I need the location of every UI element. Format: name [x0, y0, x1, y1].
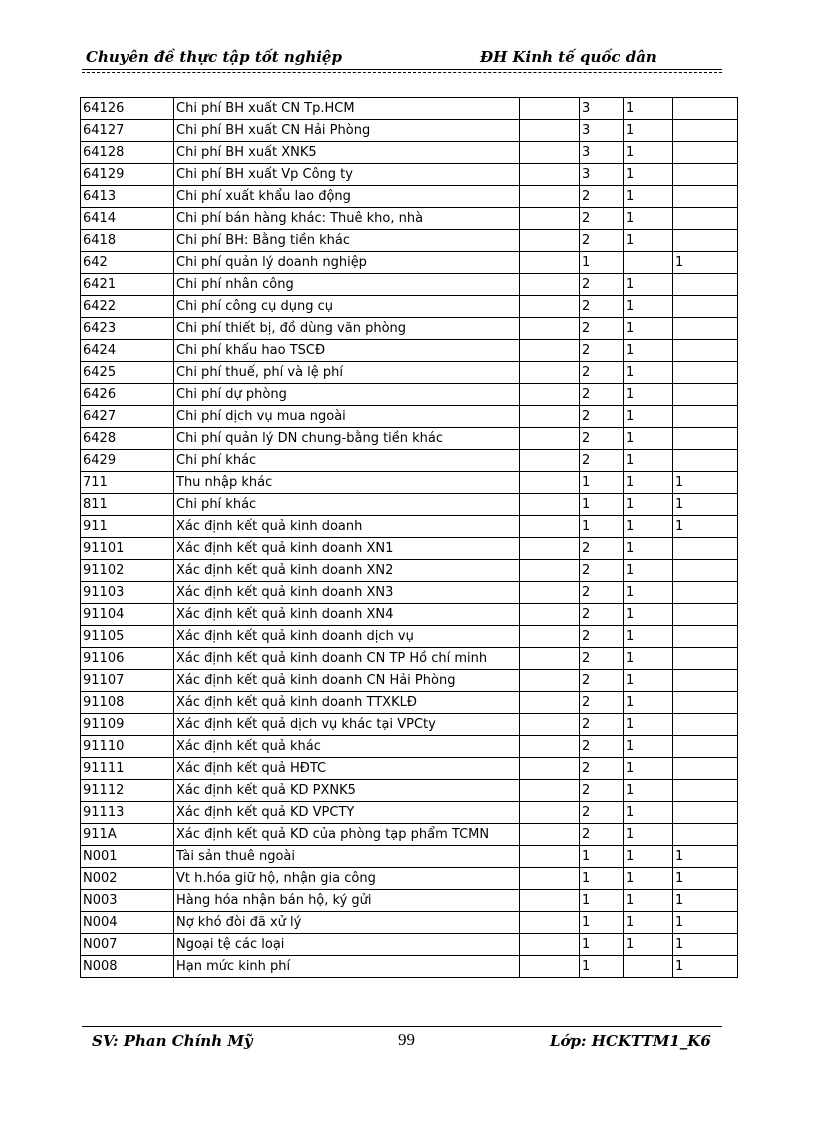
- flag-b-cell: [673, 428, 738, 450]
- level-cell: 2: [580, 736, 624, 758]
- flag-a-cell: 1: [624, 318, 673, 340]
- blank-cell: [520, 208, 580, 230]
- blank-cell: [520, 934, 580, 956]
- flag-a-cell: 1: [624, 120, 673, 142]
- level-cell: 2: [580, 428, 624, 450]
- table-row: [81, 274, 738, 296]
- table-row: [81, 428, 738, 450]
- page-header: [82, 46, 722, 72]
- flag-a-cell: 1: [624, 362, 673, 384]
- blank-cell: [520, 296, 580, 318]
- account-name-cell: Chi phí khấu hao TSCĐ: [174, 340, 520, 362]
- account-name-cell: Chi phí BH xuất Vp Công ty: [174, 164, 520, 186]
- flag-a-cell: 1: [624, 934, 673, 956]
- account-table-body: [81, 98, 738, 978]
- table-row: [81, 846, 738, 868]
- flag-b-cell: [673, 274, 738, 296]
- flag-a-cell: 1: [624, 428, 673, 450]
- level-cell: 1: [580, 472, 624, 494]
- blank-cell: [520, 494, 580, 516]
- level-cell: 2: [580, 692, 624, 714]
- flag-b-cell: [673, 142, 738, 164]
- blank-cell: [520, 98, 580, 120]
- account-code-cell: 91113: [81, 802, 174, 824]
- level-cell: 2: [580, 340, 624, 362]
- flag-b-cell: [673, 560, 738, 582]
- header-report-title: Chuyên đề thực tập tốt nghiệp: [86, 48, 342, 66]
- flag-b-cell: [673, 406, 738, 428]
- account-name-cell: Xác định kết quả kinh doanh CN Hải Phòng: [174, 670, 520, 692]
- level-cell: 2: [580, 274, 624, 296]
- table-row: [81, 934, 738, 956]
- account-name-cell: Chi phí công cụ dụng cụ: [174, 296, 520, 318]
- account-name-cell: Chi phí thuế, phí và lệ phí: [174, 362, 520, 384]
- level-cell: 3: [580, 142, 624, 164]
- flag-a-cell: 1: [624, 846, 673, 868]
- account-code-cell: N007: [81, 934, 174, 956]
- account-code-cell: 91108: [81, 692, 174, 714]
- blank-cell: [520, 186, 580, 208]
- flag-b-cell: [673, 670, 738, 692]
- account-name-cell: Chi phí khác: [174, 494, 520, 516]
- flag-a-cell: 1: [624, 802, 673, 824]
- account-table: [80, 97, 738, 978]
- flag-b-cell: [673, 824, 738, 846]
- account-name-cell: Chi phí quản lý DN chung-bằng tiền khác: [174, 428, 520, 450]
- blank-cell: [520, 604, 580, 626]
- table-row: [81, 670, 738, 692]
- account-name-cell: Chi phí BH: Bằng tiền khác: [174, 230, 520, 252]
- blank-cell: [520, 824, 580, 846]
- account-code-cell: 6426: [81, 384, 174, 406]
- account-name-cell: Chi phí BH xuất CN Hải Phòng: [174, 120, 520, 142]
- flag-b-cell: [673, 736, 738, 758]
- flag-a-cell: 1: [624, 824, 673, 846]
- blank-cell: [520, 758, 580, 780]
- account-code-cell: 6423: [81, 318, 174, 340]
- flag-a-cell: 1: [624, 296, 673, 318]
- account-code-cell: 6418: [81, 230, 174, 252]
- table-row: [81, 538, 738, 560]
- flag-b-cell: [673, 384, 738, 406]
- account-name-cell: Chi phí nhân công: [174, 274, 520, 296]
- account-code-cell: 64127: [81, 120, 174, 142]
- blank-cell: [520, 384, 580, 406]
- blank-cell: [520, 164, 580, 186]
- table-row: [81, 560, 738, 582]
- table-row: [81, 120, 738, 142]
- blank-cell: [520, 670, 580, 692]
- flag-b-cell: 1: [673, 890, 738, 912]
- table-row: [81, 824, 738, 846]
- flag-b-cell: [673, 450, 738, 472]
- account-code-cell: 6427: [81, 406, 174, 428]
- level-cell: 3: [580, 164, 624, 186]
- table-row: [81, 626, 738, 648]
- flag-b-cell: [673, 296, 738, 318]
- footer-student-name: SV: Phan Chính Mỹ: [92, 1032, 253, 1050]
- account-code-cell: N003: [81, 890, 174, 912]
- account-name-cell: Ngoại tệ các loại: [174, 934, 520, 956]
- flag-b-cell: [673, 186, 738, 208]
- account-code-cell: 91109: [81, 714, 174, 736]
- table-row: [81, 868, 738, 890]
- level-cell: 1: [580, 890, 624, 912]
- level-cell: 2: [580, 230, 624, 252]
- flag-b-cell: [673, 362, 738, 384]
- account-code-cell: 64129: [81, 164, 174, 186]
- page-number: 99: [398, 1030, 415, 1049]
- flag-a-cell: 1: [624, 582, 673, 604]
- flag-b-cell: 1: [673, 868, 738, 890]
- flag-a-cell: 1: [624, 538, 673, 560]
- table-row: [81, 384, 738, 406]
- level-cell: 2: [580, 208, 624, 230]
- flag-b-cell: [673, 714, 738, 736]
- account-code-cell: 6424: [81, 340, 174, 362]
- flag-a-cell: 1: [624, 604, 673, 626]
- account-name-cell: Xác định kết quả HĐTC: [174, 758, 520, 780]
- flag-a-cell: 1: [624, 736, 673, 758]
- account-name-cell: Xác định kết quả kinh doanh XN1: [174, 538, 520, 560]
- flag-a-cell: 1: [624, 560, 673, 582]
- level-cell: 1: [580, 252, 624, 274]
- blank-cell: [520, 120, 580, 142]
- flag-a-cell: 1: [624, 208, 673, 230]
- level-cell: 2: [580, 560, 624, 582]
- flag-a-cell: 1: [624, 626, 673, 648]
- table-row: [81, 164, 738, 186]
- table-row: [81, 780, 738, 802]
- level-cell: 2: [580, 648, 624, 670]
- account-code-cell: 91102: [81, 560, 174, 582]
- blank-cell: [520, 714, 580, 736]
- level-cell: 1: [580, 912, 624, 934]
- account-code-cell: 91110: [81, 736, 174, 758]
- blank-cell: [520, 538, 580, 560]
- account-code-cell: N001: [81, 846, 174, 868]
- table-row: [81, 516, 738, 538]
- flag-a-cell: 1: [624, 868, 673, 890]
- account-name-cell: Xác định kết quả kinh doanh XN3: [174, 582, 520, 604]
- level-cell: 3: [580, 120, 624, 142]
- flag-b-cell: [673, 780, 738, 802]
- flag-b-cell: 1: [673, 912, 738, 934]
- table-row: [81, 582, 738, 604]
- level-cell: 2: [580, 758, 624, 780]
- table-row: [81, 318, 738, 340]
- account-name-cell: Chi phí dịch vụ mua ngoài: [174, 406, 520, 428]
- account-code-cell: 6425: [81, 362, 174, 384]
- blank-cell: [520, 802, 580, 824]
- flag-b-cell: 1: [673, 472, 738, 494]
- account-name-cell: Hàng hóa nhận bán hộ, ký gửi: [174, 890, 520, 912]
- level-cell: 2: [580, 186, 624, 208]
- table-row: [81, 208, 738, 230]
- table-row: [81, 956, 738, 978]
- account-code-cell: 91112: [81, 780, 174, 802]
- flag-a-cell: 1: [624, 164, 673, 186]
- page-footer: [82, 1026, 722, 1056]
- account-code-cell: 911A: [81, 824, 174, 846]
- account-name-cell: Xác định kết quả dịch vụ khác tại VPCty: [174, 714, 520, 736]
- flag-b-cell: 1: [673, 494, 738, 516]
- blank-cell: [520, 406, 580, 428]
- account-name-cell: Hạn mức kinh phí: [174, 956, 520, 978]
- flag-a-cell: 1: [624, 230, 673, 252]
- flag-a-cell: 1: [624, 912, 673, 934]
- account-name-cell: Chi phí quản lý doanh nghiệp: [174, 252, 520, 274]
- flag-a-cell: 1: [624, 98, 673, 120]
- level-cell: 2: [580, 362, 624, 384]
- blank-cell: [520, 340, 580, 362]
- account-code-cell: 91107: [81, 670, 174, 692]
- level-cell: 2: [580, 538, 624, 560]
- account-code-cell: 6422: [81, 296, 174, 318]
- account-code-cell: 6421: [81, 274, 174, 296]
- account-code-cell: N004: [81, 912, 174, 934]
- level-cell: 2: [580, 296, 624, 318]
- table-row: [81, 494, 738, 516]
- level-cell: 1: [580, 956, 624, 978]
- blank-cell: [520, 230, 580, 252]
- account-code-cell: N008: [81, 956, 174, 978]
- account-name-cell: Chi phí dự phòng: [174, 384, 520, 406]
- flag-a-cell: 1: [624, 714, 673, 736]
- level-cell: 1: [580, 516, 624, 538]
- flag-a-cell: [624, 956, 673, 978]
- level-cell: 2: [580, 714, 624, 736]
- table-row: [81, 648, 738, 670]
- table-row: [81, 604, 738, 626]
- flag-b-cell: [673, 604, 738, 626]
- table-row: [81, 890, 738, 912]
- table-row: [81, 692, 738, 714]
- flag-a-cell: 1: [624, 406, 673, 428]
- level-cell: 2: [580, 318, 624, 340]
- flag-b-cell: 1: [673, 956, 738, 978]
- account-name-cell: Thu nhập khác: [174, 472, 520, 494]
- account-name-cell: Xác định kết quả kinh doanh TTXKLĐ: [174, 692, 520, 714]
- blank-cell: [520, 582, 580, 604]
- blank-cell: [520, 274, 580, 296]
- table-row: [81, 912, 738, 934]
- table-row: [81, 186, 738, 208]
- footer-class-label: Lớp: HCKTTM1_K6: [550, 1032, 711, 1050]
- blank-cell: [520, 868, 580, 890]
- table-row: [81, 406, 738, 428]
- blank-cell: [520, 252, 580, 274]
- account-name-cell: Chi phí bán hàng khác: Thuê kho, nhà: [174, 208, 520, 230]
- blank-cell: [520, 450, 580, 472]
- account-name-cell: Xác định kết quả kinh doanh XN2: [174, 560, 520, 582]
- account-code-cell: 91106: [81, 648, 174, 670]
- account-code-cell: 91105: [81, 626, 174, 648]
- blank-cell: [520, 428, 580, 450]
- account-name-cell: Chi phí BH xuất XNK5: [174, 142, 520, 164]
- table-row: [81, 714, 738, 736]
- blank-cell: [520, 890, 580, 912]
- table-row: [81, 142, 738, 164]
- level-cell: 2: [580, 802, 624, 824]
- table-row: [81, 802, 738, 824]
- flag-b-cell: [673, 692, 738, 714]
- flag-b-cell: [673, 208, 738, 230]
- account-name-cell: Xác định kết quả KD của phòng tạp phẩm TCMN: [174, 824, 520, 846]
- blank-cell: [520, 362, 580, 384]
- table-row: [81, 472, 738, 494]
- flag-b-cell: [673, 98, 738, 120]
- level-cell: 2: [580, 384, 624, 406]
- account-name-cell: Chi phí thiết bị, đồ dùng văn phòng: [174, 318, 520, 340]
- blank-cell: [520, 516, 580, 538]
- table-row: [81, 758, 738, 780]
- flag-b-cell: [673, 120, 738, 142]
- level-cell: 2: [580, 450, 624, 472]
- account-name-cell: Tài sản thuê ngoài: [174, 846, 520, 868]
- flag-b-cell: 1: [673, 516, 738, 538]
- flag-a-cell: 1: [624, 890, 673, 912]
- table-row: [81, 340, 738, 362]
- level-cell: 2: [580, 604, 624, 626]
- blank-cell: [520, 472, 580, 494]
- flag-a-cell: 1: [624, 450, 673, 472]
- account-name-cell: Xác định kết quả kinh doanh XN4: [174, 604, 520, 626]
- table-row: [81, 98, 738, 120]
- account-name-cell: Xác định kết quả kinh doanh CN TP Hồ chí minh: [174, 648, 520, 670]
- flag-b-cell: 1: [673, 934, 738, 956]
- table-row: [81, 252, 738, 274]
- level-cell: 2: [580, 406, 624, 428]
- blank-cell: [520, 626, 580, 648]
- account-code-cell: 6429: [81, 450, 174, 472]
- blank-cell: [520, 846, 580, 868]
- blank-cell: [520, 736, 580, 758]
- blank-cell: [520, 956, 580, 978]
- blank-cell: [520, 318, 580, 340]
- level-cell: 3: [580, 98, 624, 120]
- flag-b-cell: [673, 164, 738, 186]
- blank-cell: [520, 560, 580, 582]
- account-code-cell: 6413: [81, 186, 174, 208]
- account-code-cell: 64128: [81, 142, 174, 164]
- account-code-cell: 6414: [81, 208, 174, 230]
- level-cell: 2: [580, 670, 624, 692]
- level-cell: 2: [580, 780, 624, 802]
- table-row: [81, 736, 738, 758]
- flag-b-cell: [673, 538, 738, 560]
- account-code-cell: 811: [81, 494, 174, 516]
- flag-a-cell: 1: [624, 780, 673, 802]
- account-name-cell: Chi phí xuất khẩu lao động: [174, 186, 520, 208]
- flag-a-cell: 1: [624, 648, 673, 670]
- flag-b-cell: [673, 802, 738, 824]
- account-code-cell: 711: [81, 472, 174, 494]
- level-cell: 1: [580, 934, 624, 956]
- flag-a-cell: 1: [624, 384, 673, 406]
- flag-a-cell: 1: [624, 340, 673, 362]
- flag-a-cell: 1: [624, 516, 673, 538]
- flag-b-cell: 1: [673, 846, 738, 868]
- flag-b-cell: [673, 582, 738, 604]
- account-name-cell: Vt h.hóa giữ hộ, nhận gia công: [174, 868, 520, 890]
- blank-cell: [520, 780, 580, 802]
- flag-a-cell: 1: [624, 758, 673, 780]
- account-code-cell: 642: [81, 252, 174, 274]
- header-rule-dashed: [82, 72, 722, 73]
- account-code-cell: N002: [81, 868, 174, 890]
- account-code-cell: 91101: [81, 538, 174, 560]
- flag-b-cell: [673, 318, 738, 340]
- account-name-cell: Xác định kết quả KD VPCTY: [174, 802, 520, 824]
- account-name-cell: Xác định kết quả kinh doanh dịch vụ: [174, 626, 520, 648]
- flag-a-cell: [624, 252, 673, 274]
- account-name-cell: Chi phí khác: [174, 450, 520, 472]
- flag-b-cell: [673, 648, 738, 670]
- flag-b-cell: [673, 230, 738, 252]
- flag-a-cell: 1: [624, 692, 673, 714]
- header-university: ĐH Kinh tế quốc dân: [480, 48, 657, 66]
- flag-b-cell: [673, 758, 738, 780]
- blank-cell: [520, 692, 580, 714]
- account-name-cell: Xác định kết quả kinh doanh: [174, 516, 520, 538]
- blank-cell: [520, 648, 580, 670]
- account-code-cell: 91104: [81, 604, 174, 626]
- level-cell: 2: [580, 824, 624, 846]
- table-row: [81, 362, 738, 384]
- flag-a-cell: 1: [624, 142, 673, 164]
- account-name-cell: Chi phí BH xuất CN Tp.HCM: [174, 98, 520, 120]
- account-name-cell: Xác định kết quả khác: [174, 736, 520, 758]
- blank-cell: [520, 912, 580, 934]
- flag-b-cell: 1: [673, 252, 738, 274]
- account-name-cell: Nợ khó đòi đã xử lý: [174, 912, 520, 934]
- table-row: [81, 230, 738, 252]
- flag-a-cell: 1: [624, 494, 673, 516]
- level-cell: 1: [580, 494, 624, 516]
- table-row: [81, 450, 738, 472]
- account-code-cell: 911: [81, 516, 174, 538]
- flag-b-cell: [673, 340, 738, 362]
- level-cell: 1: [580, 846, 624, 868]
- account-code-cell: 6428: [81, 428, 174, 450]
- level-cell: 2: [580, 582, 624, 604]
- account-code-cell: 91103: [81, 582, 174, 604]
- level-cell: 1: [580, 868, 624, 890]
- footer-rule: [82, 1026, 722, 1027]
- account-name-cell: Xác định kết quả KD PXNK5: [174, 780, 520, 802]
- flag-b-cell: [673, 626, 738, 648]
- level-cell: 2: [580, 626, 624, 648]
- blank-cell: [520, 142, 580, 164]
- account-code-cell: 64126: [81, 98, 174, 120]
- flag-a-cell: 1: [624, 670, 673, 692]
- account-code-cell: 91111: [81, 758, 174, 780]
- table-row: [81, 296, 738, 318]
- flag-a-cell: 1: [624, 274, 673, 296]
- header-rule: [82, 69, 722, 70]
- flag-a-cell: 1: [624, 186, 673, 208]
- flag-a-cell: 1: [624, 472, 673, 494]
